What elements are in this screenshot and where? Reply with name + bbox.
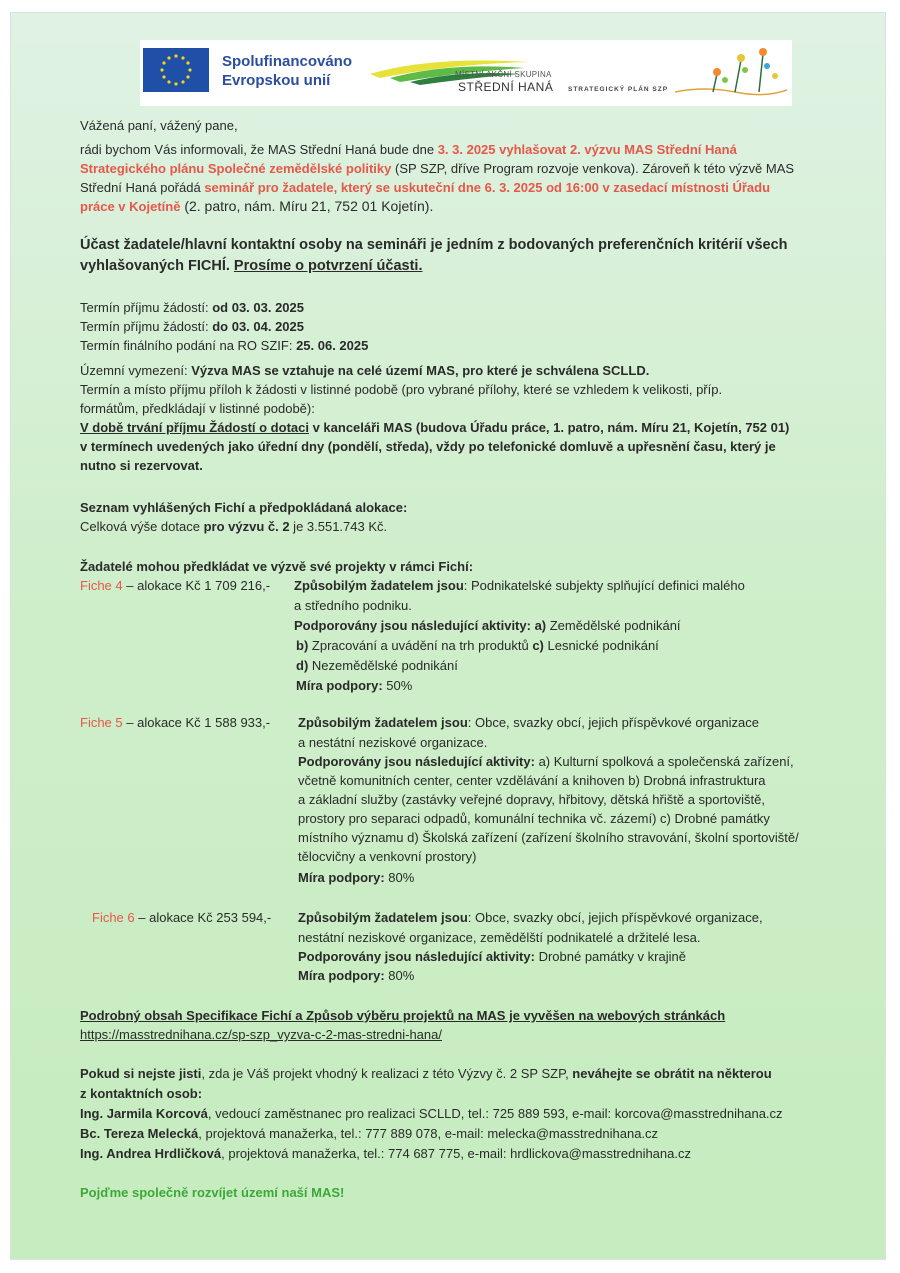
allocation-title: Seznam vyhlášených Fichí a předpokládaná alokace: [80,500,408,515]
szp-plants-logo-icon [675,46,787,100]
term-final: Termín finálního podání na RO SZIF: 25. 06. 2025 [80,338,369,353]
szp-label: STRATEGICKÝ PLÁN SZP [568,86,669,93]
fiche-5-eligibility-2: a nestátní neziskové organizace. [298,735,488,750]
territory-line-5: v termínech uvedených jako úřední dny (pondělí, středa), vždy po telefonické domluvě a upřesnění času, který je [80,439,776,454]
intro-line-2: Strategického plánu Společné zemědělské politiky (SP SZP, dříve Program rozvoje venkova). Zároveň k této výzvě MAS [80,161,795,176]
fiche-5-activities: Podporovány jsou následující aktivity: a) Kulturní spolková a společenská zařízení, [298,754,794,769]
fiche-4-allocation: Fiche 4 – alokace Kč 1 709 216,- [80,578,271,593]
contacts-intro-1: Pokud si nejste jisti, zda je Váš projekt vhodný k realizaci z této Výzvy č. 2 SP SZP, neváhejte se obrátit na některou [80,1066,772,1081]
intro-line-4: práce v Kojetíně (2. patro, nám. Míru 21, 752 01 Kojetín). [80,198,434,214]
fiche-4-activities-2: b) Zpracování a uvádění na trh produktů c) Lesnické podnikání [296,638,659,653]
territory-line-3: formátům, předkládají v listinné podobě): [80,401,315,416]
header-banner [140,40,792,106]
term-end: Termín příjmu žádostí: do 03. 04. 2025 [80,319,304,334]
fiche-5-activities-3: a základní služby (zastávky veřejné dopravy, hřbitovy, dětská hřiště a sportoviště, [298,792,766,807]
contacts-intro-2: z kontaktních osob: [80,1086,203,1101]
fiche-5-activities-5: místního významu d) Školská zařízení (zařízení školního stravování, školní sportoviště/ [298,830,799,845]
territory-line-4: V době trvání příjmu Žádostí o dotaci v kanceláři MAS (budova Úřadu práce, 1. patro, nám. Míru 21, Kojetín, 752 01) [80,420,790,435]
eu-cofinanced-label: Spolufinancováno Evropskou unií [222,53,353,89]
eu-flag-icon [143,48,209,92]
details-url-link[interactable]: https://masstrednihana.cz/sp-szp_vyzva-c-2-mas-stredni-hana/ [80,1027,442,1042]
fiche-5-activities-2: včetně komunitních center, center vzdělávání a knihoven b) Drobná infrastruktura [298,773,766,788]
territory-line-1: Územní vymezení: Výzva MAS se vztahuje na celé území MAS, pro které je schválena SCLLD. [80,363,650,378]
fiche-6-eligibility-2: nestátní neziskové organizace, zemědělští podnikatelé a držitelé lesa. [298,930,701,945]
fiche-4-eligibility-2: a středního podniku. [294,598,412,613]
participation-line-1: Účast žadatele/hlavní kontaktní osoby na semináři je jedním z bodovaných preferenčních kritérií všech [80,237,788,253]
mas-name-label: STŘEDNÍ HANÁ [458,80,554,94]
fiche-6-eligibility: Způsobilým žadatelem jsou: Obce, svazky obcí, jejich příspěvkové organizace, [298,910,763,925]
fiche-6-allocation: Fiche 6 – alokace Kč 253 594,- [92,910,272,925]
fiche-5-allocation: Fiche 5 – alokace Kč 1 588 933,- [80,715,271,730]
intro-line-1: rádi bychom Vás informovali, že MAS Střední Haná bude dne 3. 3. 2025 vyhlašovat 2. výzvu MAS Střední Haná [80,142,737,157]
allocation-total: Celková výše dotace pro výzvu č. 2 je 3.551.743 Kč. [80,519,388,534]
contact-person-3: Ing. Andrea Hrdličková, projektová manažerka, tel.: 774 687 775, e-mail: hrdlickova@masstrednihana.cz [80,1146,691,1161]
fiche-4-activities-3: d) Nezemědělské podnikání [296,658,458,673]
territory-line-2: Termín a místo příjmu příloh k žádosti v listinné podobě (pro vybrané přílohy, které se vzhledem k velikosti, příp. [80,382,723,397]
fiche-6-activities: Podporovány jsou následující aktivity: Drobné památky v krajině [298,949,686,964]
intro-line-3: Střední Haná pořádá seminář pro žadatele, který se uskuteční dne 6. 3. 2025 od 16:00 v zasedací místnosti Úřadu [80,180,771,195]
fiche-6-rate: Míra podpory: 80% [298,968,415,983]
fiche-4-eligibility: Způsobilým žadatelem jsou: Podnikatelské subjekty splňující definici malého [294,578,745,593]
territory-line-6: nutno si rezervovat. [80,458,203,473]
mas-small-label: MÍSTNÍ AKČNÍ SKUPINA [455,70,552,79]
greeting: Vážená paní, vážený pane, [80,118,238,133]
fiche-4-rate: Míra podpory: 50% [296,678,413,693]
fiche-5-activities-4: prostory pro separaci odpadů, komunální technika vč. zázemí) c) Drobné památky [298,811,770,826]
contact-person-2: Bc. Tereza Melecká, projektová manažerka, tel.: 777 889 078, e-mail: melecka@masstrednihana.cz [80,1126,659,1141]
closing-line: Pojďme společně rozvíjet území naší MAS! [80,1185,345,1200]
fiche-5-eligibility: Způsobilým žadatelem jsou: Obce, svazky obcí, jejich příspěvkové organizace [298,715,759,730]
contact-person-1: Ing. Jarmila Korcová, vedoucí zaměstnanec pro realizaci SCLLD, tel.: 725 889 593, e-mail: korcova@masstrednihana.cz [80,1106,783,1121]
details-line: Podrobný obsah Specifikace Fichí a Způsob výběru projektů na MAS je vyvěšen na webových stránkách [80,1008,726,1023]
participation-line-2: vyhlašovaných FICHÍ. Prosíme o potvrzení účasti. [80,258,423,274]
fiche-5-activities-6: tělocvičny a venkovní prostory) [298,849,477,864]
term-start: Termín příjmu žádostí: od 03. 03. 2025 [80,300,304,315]
fiches-title: Žadatelé mohou předkládat ve výzvě své projekty v rámci Fichí: [80,559,474,574]
fiche-5-rate: Míra podpory: 80% [298,870,415,885]
fiche-4-activities: Podporovány jsou následující aktivity: a) Zemědělské podnikání [294,618,681,633]
